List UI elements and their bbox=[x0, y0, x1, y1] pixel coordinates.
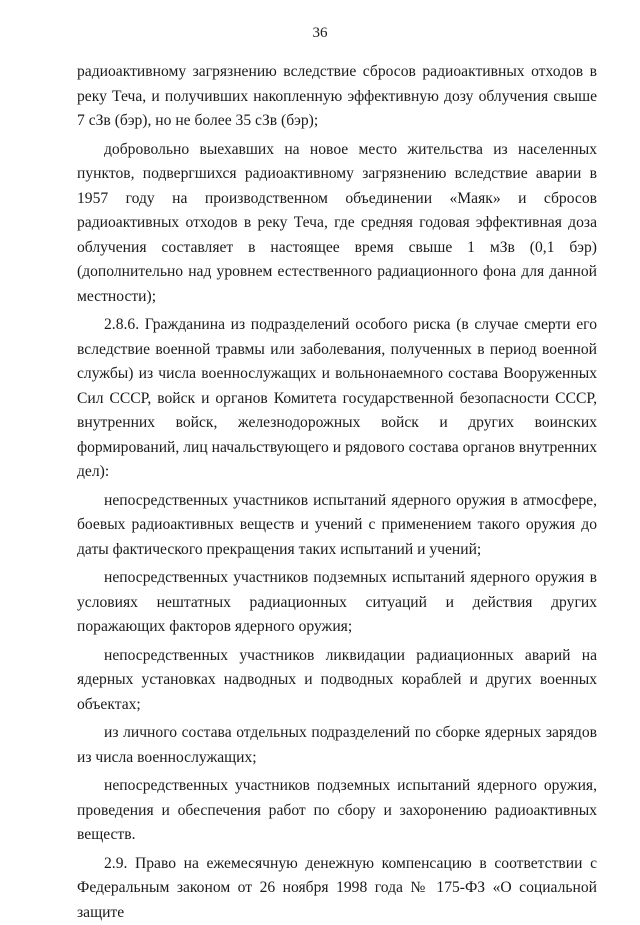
paragraph-6: непосредственных участников ликвидации радиационных аварий на ядерных установках надводных и подводных кораблей и других военных объектах; bbox=[77, 644, 597, 718]
paragraph-7: из личного состава отдельных подразделений по сборке ядерных зарядов из числа военнослужащих; bbox=[77, 721, 597, 770]
paragraph-1: радиоактивному загрязнению вследствие сбросов радиоактивных отходов в реку Теча, и получивших накопленную эффективную дозу облучения свыше 7 сЗв (бэр), но не более 35 сЗв (бэр); bbox=[77, 60, 597, 134]
paragraph-4: непосредственных участников испытаний ядерного оружия в атмосфере, боевых радиоактивных веществ и учений с применением такого оружия до даты фактического прекращения таких испытаний и учений; bbox=[77, 489, 597, 563]
page-number: 36 bbox=[0, 24, 640, 42]
paragraph-9: 2.9. Право на ежемесячную денежную компенсацию в соответствии с Федеральным законом от 26 ноября 1998 года № 175-ФЗ «О социальной защите bbox=[77, 852, 597, 925]
document-body bbox=[77, 60, 597, 900]
paragraph-2: добровольно выехавших на новое место жительства из населенных пунктов, подвергшихся радиоактивному загрязнению вследствие аварии в 1957 году на производственном объединении «Маяк» и сбросов радиоактивных отходов в реку Теча, где средняя годовая эффективная доза облучения составляет в настоящее время свыше 1 мЗв (0,1 бэр) (дополнительно над уровнем естественного радиационного фона для данной местности); bbox=[77, 138, 597, 310]
paragraph-8: непосредственных участников подземных испытаний ядерного оружия, проведения и обеспечения работ по сбору и захоронению радиоактивных веществ. bbox=[77, 774, 597, 848]
paragraph-3: 2.8.6. Гражданина из подразделений особого риска (в случае смерти его вследствие военной травмы или заболевания, полученных в период военной службы) из числа военнослужащих и вольнонаемного состава Вооруженных Сил СССР, войск и органов Комитета государственной безопасности СССР, внутренних войск, железнодорожных войск и других воинских формирований, лиц начальствующего и рядового состава органов внутренних дел): bbox=[77, 313, 597, 485]
paragraph-5: непосредственных участников подземных испытаний ядерного оружия в условиях нештатных радиационных ситуаций и действия других поражающих факторов ядерного оружия; bbox=[77, 566, 597, 640]
